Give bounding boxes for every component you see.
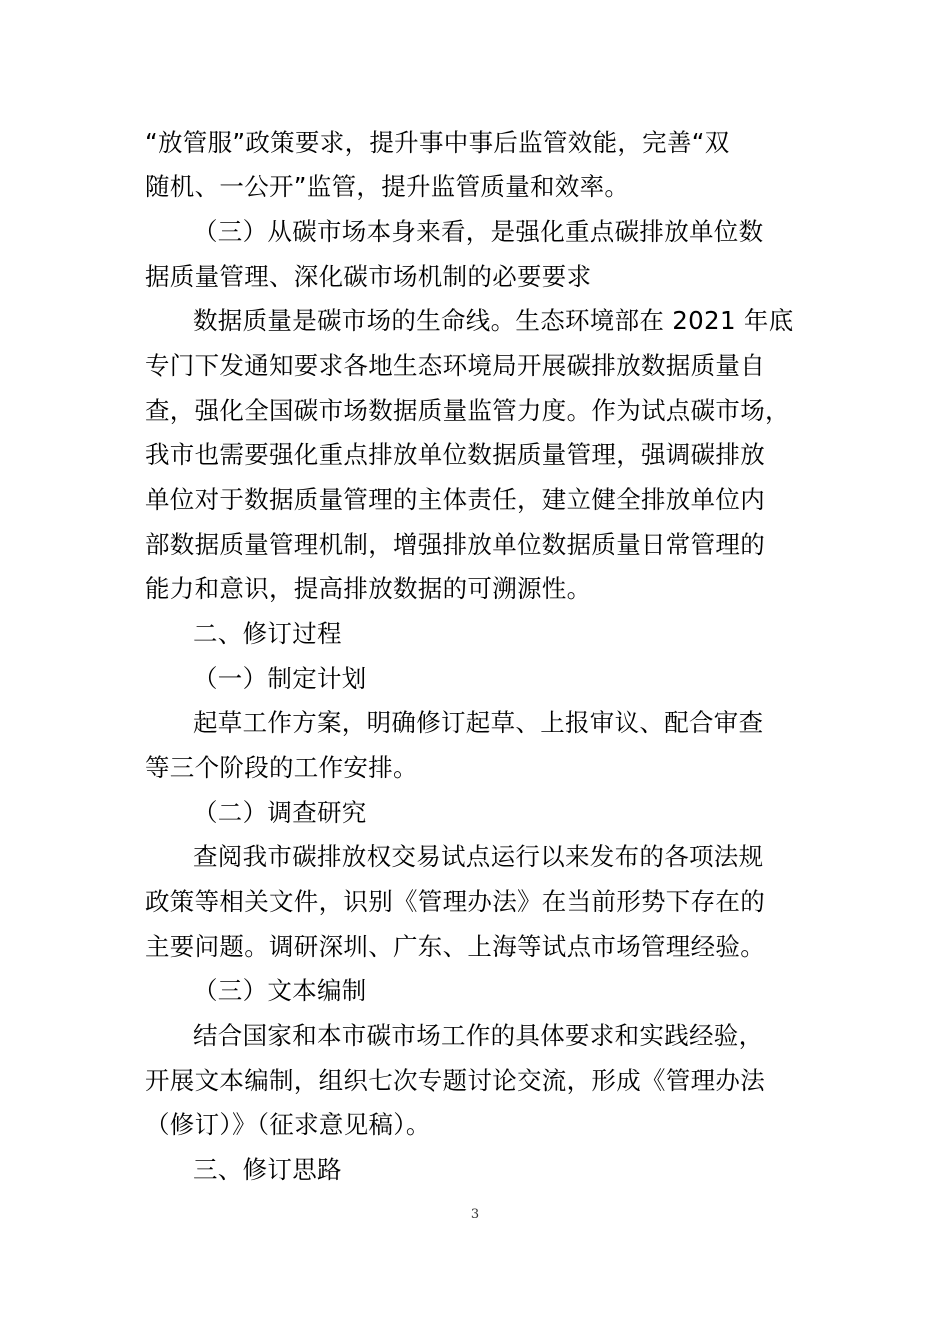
section-heading: 二、修订过程	[193, 619, 342, 648]
section-heading: 据质量管理、深化碳市场机制的必要要求	[145, 262, 592, 291]
paragraph-line: 主要问题。调研深圳、广东、上海等试点市场管理经验。	[145, 932, 765, 961]
paragraph-line: 随机、一公开”监管，提升监管质量和效率。	[145, 172, 630, 201]
paragraph-line: “放管服”政策要求，提升事中事后监管效能，完善“双	[145, 128, 730, 157]
paragraph-line: 查，强化全国碳市场数据质量监管力度。作为试点碳市场，	[145, 396, 790, 425]
paragraph-line: （修订）》（征求意见稿）。	[145, 1110, 431, 1139]
paragraph-line: 政策等相关文件，识别《管理办法》在当前形势下存在的	[145, 887, 765, 916]
paragraph-line: 单位对于数据质量管理的主体责任，建立健全排放单位内	[145, 485, 765, 514]
paragraph-line: 能力和意识，提高排放数据的可溯源性。	[145, 574, 592, 603]
section-heading: 三、修订思路	[193, 1155, 342, 1184]
paragraph-line: 部数据质量管理机制，增强排放单位数据质量日常管理的	[145, 530, 765, 559]
paragraph-line: 起草工作方案，明确修订起草、上报审议、配合审查	[193, 708, 764, 737]
paragraph-line: 专门下发通知要求各地生态环境局开展碳排放数据质量自	[145, 351, 765, 380]
paragraph-line: 查阅我市碳排放权交易试点运行以来发布的各项法规	[193, 842, 764, 871]
subsection-heading: （三）文本编制	[193, 976, 367, 1005]
paragraph-line: 等三个阶段的工作安排。	[145, 753, 418, 782]
paragraph-line: 我市也需要强化重点排放单位数据质量管理，强调碳排放	[145, 440, 765, 469]
page-number: 3	[470, 1207, 480, 1222]
paragraph-line: 数据质量是碳市场的生命线。生态环境部在 2021 年底	[193, 306, 794, 335]
subsection-heading: （二）调查研究	[193, 798, 367, 827]
section-heading: （三）从碳市场本身来看，是强化重点碳排放单位数	[193, 217, 764, 246]
subsection-heading: （一）制定计划	[193, 664, 367, 693]
paragraph-line: 结合国家和本市碳市场工作的具体要求和实践经验，	[193, 1021, 764, 1050]
paragraph-line: 开展文本编制，组织七次专题讨论交流，形成《管理办法	[145, 1066, 765, 1095]
